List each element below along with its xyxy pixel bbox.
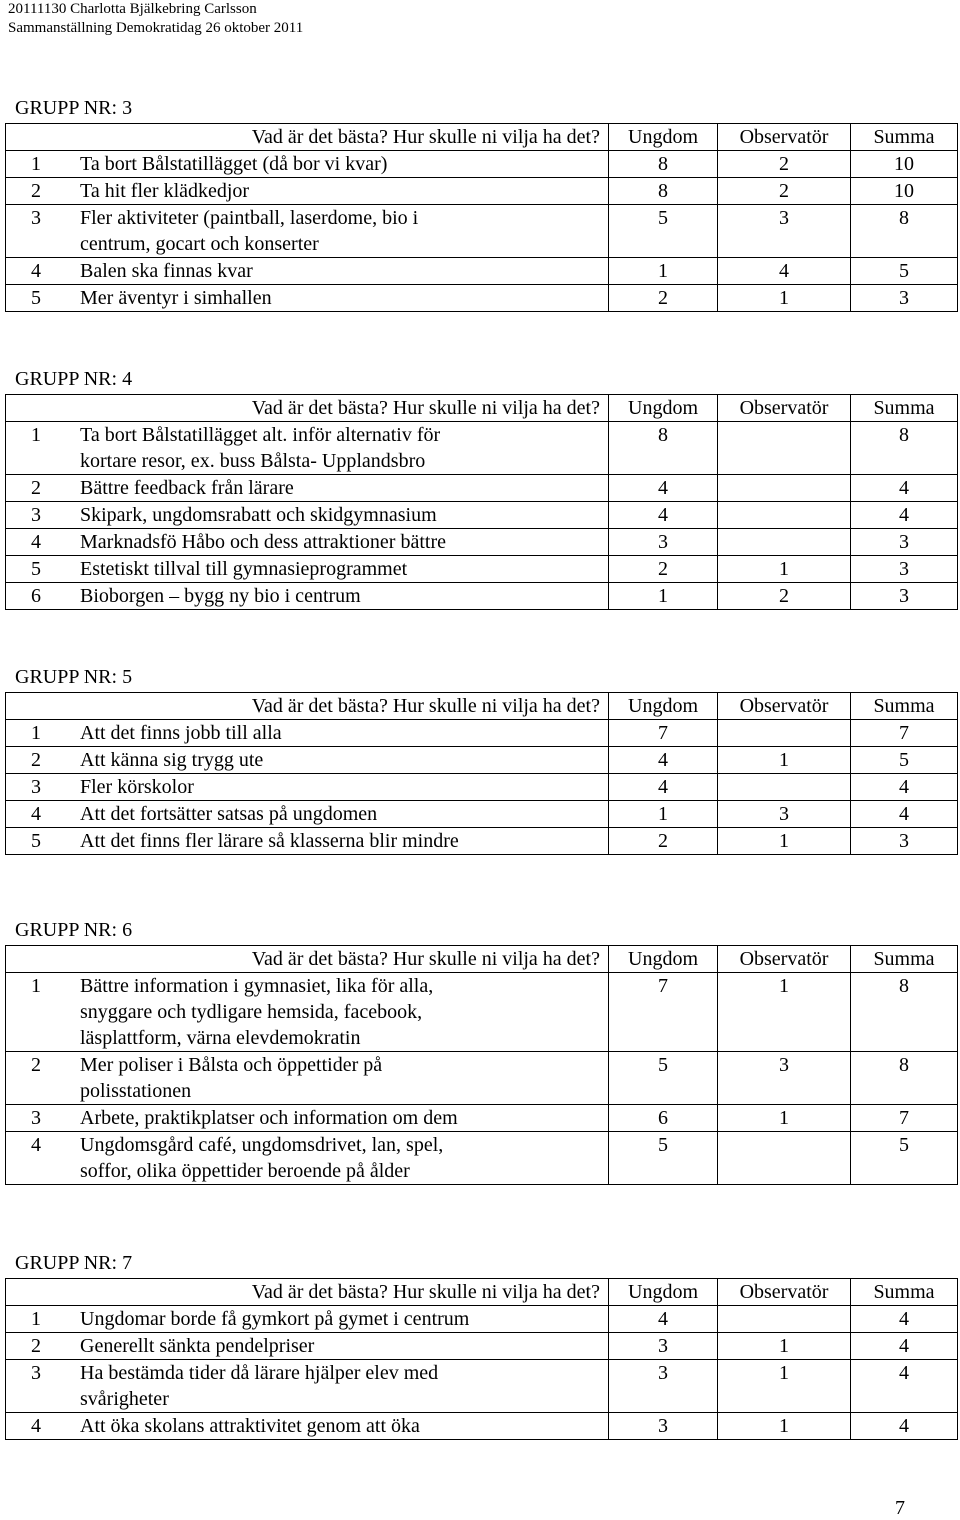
- row-number: 4: [31, 1134, 41, 1156]
- observator-value: [718, 1306, 851, 1333]
- observator-value: 2: [718, 178, 851, 205]
- observator-value: [718, 502, 851, 529]
- table-row: [6, 1360, 958, 1413]
- suggestion-text: Ha bestämda tider då lärare hjälper elev med svårigheter: [68, 1360, 609, 1413]
- row-number-cell: [6, 475, 69, 502]
- table-row: [6, 1105, 958, 1132]
- observator-value: 1: [718, 1360, 851, 1413]
- row-number: 1: [31, 975, 41, 997]
- suggestion-text: Generellt sänkta pendelpriser: [68, 1333, 609, 1360]
- row-number: 4: [31, 531, 41, 553]
- suggestion-text: Ungdomar borde få gymkort på gymet i centrum: [68, 1306, 609, 1333]
- row-number: 2: [31, 1335, 41, 1357]
- ungdom-value: 8: [609, 422, 718, 475]
- column-header: Ungdom: [609, 395, 718, 422]
- table-row: [6, 529, 958, 556]
- column-header: Vad är det bästa? Hur skulle ni vilja ha det?: [68, 124, 609, 151]
- row-number-cell: [6, 774, 69, 801]
- results-table: [5, 945, 958, 1185]
- table-row: [6, 422, 958, 475]
- summa-value: 7: [851, 1105, 958, 1132]
- summa-value: 4: [851, 475, 958, 502]
- row-number: 2: [31, 180, 41, 202]
- observator-value: 1: [718, 285, 851, 312]
- ungdom-value: 8: [609, 151, 718, 178]
- group-title: GRUPP NR: 6: [15, 919, 133, 941]
- ungdom-value: 4: [609, 747, 718, 774]
- row-number-cell: [6, 1333, 69, 1360]
- column-header: Observatör: [718, 946, 851, 973]
- table-row: [6, 258, 958, 285]
- observator-value: 3: [718, 1052, 851, 1105]
- summa-value: 10: [851, 151, 958, 178]
- summa-value: 8: [851, 422, 958, 475]
- column-header: Summa: [851, 693, 958, 720]
- table-row: [6, 205, 958, 258]
- ungdom-value: 8: [609, 178, 718, 205]
- row-number: 1: [31, 153, 41, 175]
- observator-value: 1: [718, 1333, 851, 1360]
- suggestion-text: Att det fortsätter satsas på ungdomen: [68, 801, 609, 828]
- suggestion-text: Att det finns fler lärare så klasserna blir mindre: [68, 828, 609, 855]
- summa-value: 8: [851, 205, 958, 258]
- column-header: Observatör: [718, 1279, 851, 1306]
- summa-value: 4: [851, 801, 958, 828]
- row-number: 5: [31, 287, 41, 309]
- column-header: Summa: [851, 124, 958, 151]
- row-number: 3: [31, 1107, 41, 1129]
- group-title: GRUPP NR: 4: [15, 368, 133, 390]
- ungdom-value: 3: [609, 529, 718, 556]
- column-header: Vad är det bästa? Hur skulle ni vilja ha det?: [68, 395, 609, 422]
- suggestion-text: Bättre feedback från lärare: [68, 475, 609, 502]
- summa-value: 4: [851, 1413, 958, 1440]
- suggestion-text: Att känna sig trygg ute: [68, 747, 609, 774]
- table-row: [6, 801, 958, 828]
- header-author-line: 20111130 Charlotta Bjälkebring Carlsson: [8, 1, 257, 17]
- results-table: [5, 692, 958, 855]
- column-header: Ungdom: [609, 946, 718, 973]
- table-row: [6, 720, 958, 747]
- summa-value: 8: [851, 1052, 958, 1105]
- summa-value: 4: [851, 1306, 958, 1333]
- table-header-row: [6, 693, 958, 720]
- table-header-row: [6, 946, 958, 973]
- table-header-row: [6, 395, 958, 422]
- suggestion-text: Att öka skolans attraktivitet genom att öka: [68, 1413, 609, 1440]
- suggestion-text: Bioborgen – bygg ny bio i centrum: [68, 583, 609, 610]
- observator-value: 1: [718, 973, 851, 1052]
- ungdom-value: 2: [609, 285, 718, 312]
- suggestion-text: Balen ska finnas kvar: [68, 258, 609, 285]
- observator-value: 3: [718, 801, 851, 828]
- row-number-cell: [6, 556, 69, 583]
- summa-value: 7: [851, 720, 958, 747]
- summa-value: 4: [851, 1360, 958, 1413]
- row-number: 2: [31, 477, 41, 499]
- observator-value: [718, 774, 851, 801]
- table-row: [6, 151, 958, 178]
- row-number: 4: [31, 1415, 41, 1437]
- row-number-cell: [6, 178, 69, 205]
- table-row: [6, 747, 958, 774]
- row-number-cell: [6, 720, 69, 747]
- row-number-cell: [6, 1105, 69, 1132]
- header-number-cell: [6, 1279, 69, 1306]
- suggestion-text: Ta hit fler klädkedjor: [68, 178, 609, 205]
- table-row: [6, 1333, 958, 1360]
- row-number-cell: [6, 1052, 69, 1105]
- row-number: 3: [31, 776, 41, 798]
- ungdom-value: 4: [609, 774, 718, 801]
- header-number-cell: [6, 693, 69, 720]
- summa-value: 8: [851, 973, 958, 1052]
- column-header: Observatör: [718, 395, 851, 422]
- observator-value: 1: [718, 1413, 851, 1440]
- observator-value: 2: [718, 151, 851, 178]
- observator-value: 1: [718, 828, 851, 855]
- row-number: 3: [31, 1362, 41, 1384]
- row-number: 3: [31, 504, 41, 526]
- summa-value: 3: [851, 529, 958, 556]
- ungdom-value: 6: [609, 1105, 718, 1132]
- suggestion-text: Arbete, praktikplatser och information om dem: [68, 1105, 609, 1132]
- suggestion-text: Skipark, ungdomsrabatt och skidgymnasium: [68, 502, 609, 529]
- table-row: [6, 774, 958, 801]
- table-row: [6, 1052, 958, 1105]
- row-number-cell: [6, 502, 69, 529]
- table-row: [6, 1132, 958, 1185]
- ungdom-value: 3: [609, 1333, 718, 1360]
- observator-value: 1: [718, 747, 851, 774]
- column-header: Vad är det bästa? Hur skulle ni vilja ha det?: [68, 1279, 609, 1306]
- group-title: GRUPP NR: 7: [15, 1252, 133, 1274]
- ungdom-value: 4: [609, 1306, 718, 1333]
- row-number: 1: [31, 722, 41, 744]
- row-number-cell: [6, 828, 69, 855]
- group-title: GRUPP NR: 5: [15, 666, 133, 688]
- table-row: [6, 475, 958, 502]
- suggestion-text: Mer poliser i Bålsta och öppettider på polisstationen: [68, 1052, 609, 1105]
- ungdom-value: 5: [609, 1132, 718, 1185]
- summa-value: 3: [851, 828, 958, 855]
- row-number-cell: [6, 1132, 69, 1185]
- ungdom-value: 4: [609, 475, 718, 502]
- row-number: 1: [31, 1308, 41, 1330]
- summa-value: 5: [851, 258, 958, 285]
- summa-value: 5: [851, 747, 958, 774]
- suggestion-text: Marknadsfö Håbo och dess attraktioner bättre: [68, 529, 609, 556]
- summa-value: 3: [851, 556, 958, 583]
- summa-value: 10: [851, 178, 958, 205]
- ungdom-value: 2: [609, 828, 718, 855]
- column-header: Vad är det bästa? Hur skulle ni vilja ha det?: [68, 693, 609, 720]
- header-number-cell: [6, 124, 69, 151]
- observator-value: [718, 1132, 851, 1185]
- ungdom-value: 3: [609, 1413, 718, 1440]
- column-header: Summa: [851, 395, 958, 422]
- column-header: Ungdom: [609, 693, 718, 720]
- table-header-row: [6, 124, 958, 151]
- column-header: Summa: [851, 1279, 958, 1306]
- row-number-cell: [6, 422, 69, 475]
- results-table: [5, 394, 958, 610]
- results-table: [5, 123, 958, 312]
- summa-value: 5: [851, 1132, 958, 1185]
- row-number: 4: [31, 260, 41, 282]
- row-number: 2: [31, 749, 41, 771]
- table-row: [6, 973, 958, 1052]
- table-row: [6, 1413, 958, 1440]
- observator-value: 4: [718, 258, 851, 285]
- summa-value: 4: [851, 1333, 958, 1360]
- row-number: 6: [31, 585, 41, 607]
- table-row: [6, 828, 958, 855]
- summa-value: 3: [851, 583, 958, 610]
- observator-value: 1: [718, 556, 851, 583]
- observator-value: [718, 720, 851, 747]
- table-row: [6, 502, 958, 529]
- page-number: 7: [895, 1497, 905, 1519]
- table-row: [6, 583, 958, 610]
- table-row: [6, 1306, 958, 1333]
- suggestion-text: Mer äventyr i simhallen: [68, 285, 609, 312]
- column-header: Vad är det bästa? Hur skulle ni vilja ha det?: [68, 946, 609, 973]
- observator-value: 2: [718, 583, 851, 610]
- row-number-cell: [6, 1360, 69, 1413]
- row-number: 2: [31, 1054, 41, 1076]
- ungdom-value: 5: [609, 205, 718, 258]
- column-header: Summa: [851, 946, 958, 973]
- ungdom-value: 4: [609, 502, 718, 529]
- suggestion-text: Att det finns jobb till alla: [68, 720, 609, 747]
- table-row: [6, 285, 958, 312]
- ungdom-value: 1: [609, 258, 718, 285]
- header-title-line: Sammanställning Demokratidag 26 oktober 2011: [8, 20, 304, 36]
- row-number-cell: [6, 973, 69, 1052]
- observator-value: 1: [718, 1105, 851, 1132]
- row-number-cell: [6, 1306, 69, 1333]
- page-header: [8, 0, 303, 38]
- summa-value: 3: [851, 285, 958, 312]
- row-number: 5: [31, 830, 41, 852]
- row-number-cell: [6, 583, 69, 610]
- table-row: [6, 178, 958, 205]
- row-number: 1: [31, 424, 41, 446]
- header-number-cell: [6, 946, 69, 973]
- summa-value: 4: [851, 502, 958, 529]
- suggestion-text: Ta bort Bålstatillägget (då bor vi kvar): [68, 151, 609, 178]
- observator-value: [718, 422, 851, 475]
- observator-value: [718, 475, 851, 502]
- table-header-row: [6, 1279, 958, 1306]
- observator-value: [718, 529, 851, 556]
- row-number-cell: [6, 747, 69, 774]
- row-number: 3: [31, 207, 41, 229]
- header-number-cell: [6, 395, 69, 422]
- column-header: Observatör: [718, 124, 851, 151]
- suggestion-text: Fler körskolor: [68, 774, 609, 801]
- suggestion-text: Ta bort Bålstatillägget alt. inför alternativ för kortare resor, ex. buss Bålsta- Upplandsbro: [68, 422, 609, 475]
- ungdom-value: 7: [609, 973, 718, 1052]
- ungdom-value: 3: [609, 1360, 718, 1413]
- suggestion-text: Bättre information i gymnasiet, lika för alla, snyggare och tydligare hemsida, facebook, läsplattform, värna elevdemokratin: [68, 973, 609, 1052]
- observator-value: 3: [718, 205, 851, 258]
- row-number-cell: [6, 205, 69, 258]
- row-number-cell: [6, 1413, 69, 1440]
- group-title: GRUPP NR: 3: [15, 97, 133, 119]
- suggestion-text: Estetiskt tillval till gymnasieprogrammet: [68, 556, 609, 583]
- row-number-cell: [6, 529, 69, 556]
- suggestion-text: Ungdomsgård café, ungdomsdrivet, lan, spel, soffor, olika öppettider beroende på ålder: [68, 1132, 609, 1185]
- ungdom-value: 2: [609, 556, 718, 583]
- column-header: Observatör: [718, 693, 851, 720]
- column-header: Ungdom: [609, 124, 718, 151]
- row-number-cell: [6, 258, 69, 285]
- ungdom-value: 7: [609, 720, 718, 747]
- table-row: [6, 556, 958, 583]
- column-header: Ungdom: [609, 1279, 718, 1306]
- ungdom-value: 1: [609, 583, 718, 610]
- results-table: [5, 1278, 958, 1440]
- suggestion-text: Fler aktiviteter (paintball, laserdome, bio i centrum, gocart och konserter: [68, 205, 609, 258]
- ungdom-value: 1: [609, 801, 718, 828]
- row-number-cell: [6, 151, 69, 178]
- ungdom-value: 5: [609, 1052, 718, 1105]
- row-number-cell: [6, 801, 69, 828]
- row-number: 4: [31, 803, 41, 825]
- summa-value: 4: [851, 774, 958, 801]
- row-number-cell: [6, 285, 69, 312]
- row-number: 5: [31, 558, 41, 580]
